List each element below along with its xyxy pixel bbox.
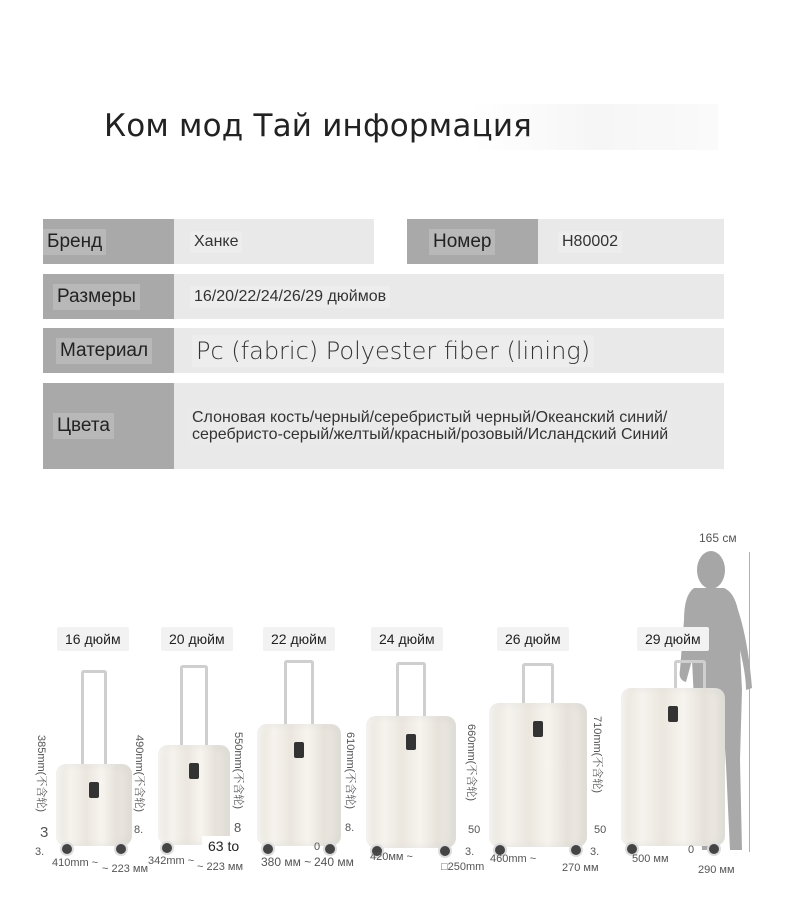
colors-value-wrap [188,407,672,445]
suitcase-29-width: 500 мм [632,853,669,865]
suitcase-26-mark2: 3. [590,846,600,858]
suitcase-29-mark: 50 [594,824,607,836]
suitcase-16-wheel-left [60,842,74,856]
suitcase-16-mark2: 3. [35,846,45,858]
suitcase-29-wheel-right [707,842,721,856]
suitcase-26-width: 460mm ~ [490,853,537,865]
suitcase-24-depth: □250mm [441,861,485,873]
suitcase-29 [621,660,725,856]
sizes-value: 16/20/22/24/26/29 дюймов [190,286,390,308]
suitcase-20-height: 490mm(不含轮) [133,735,145,813]
suitcase-20-logo [189,763,199,779]
suitcase-20-mark: 8. [134,824,144,836]
suitcase-26-shell [489,703,587,847]
suitcase-26 [489,663,587,857]
suitcase-22-depth: 240 мм [314,855,354,869]
suitcase-29-depth: 290 мм [698,864,735,876]
size-tag-26: 26 дюйм [497,627,569,651]
suitcase-16-shell [56,764,132,846]
material-value: Pc (fabric) Polyester fiber (lining) [192,335,594,367]
suitcase-20-width: 342mm ~ [148,855,195,867]
suitcase-22 [257,660,341,856]
suitcase-24-shell [366,716,456,848]
suitcase-26-height: 660mm(不含轮) [465,724,477,802]
suitcase-22-wheel-right [323,842,337,856]
suitcase-16-wheel-right [114,842,128,856]
suitcase-26-logo [533,721,543,737]
size-tag-22: 22 дюйм [263,627,335,651]
suitcase-26-depth: 270 мм [562,862,599,874]
colors-value-line2: серебристо-серый/желтый/красный/розовый/Исландский Синий [192,426,669,443]
suitcase-29-mark2: 0 [688,844,695,856]
suitcase-20-wheel-left [160,841,174,855]
suitcase-22-handle [284,660,314,733]
size-tag-24: 24 дюйм [371,627,443,651]
suitcase-20-depth: ~ 223 мм [197,861,244,873]
size-tag-29: 29 дюйм [637,627,709,651]
suitcase-24 [366,662,456,858]
suitcase-22-logo [294,742,304,758]
size-comparison [0,520,790,923]
suitcase-29-shell [621,688,725,846]
suitcase-24-width: 420мм ~ [370,851,413,863]
suitcase-22-wheel-left [261,842,275,856]
material-label-cell [43,328,174,373]
colors-value-cell [174,383,724,469]
page-title: Ком мод Тай информация [104,108,533,144]
brand-label-cell [43,219,174,264]
material-value-cell [174,328,724,373]
person-height-label: 165 см [699,531,737,545]
material-label: Материал [56,338,152,364]
suitcase-20-capacity: 63 to [202,836,245,856]
suitcase-22-width: 380 мм ~ [261,855,312,869]
number-value: H80002 [558,231,622,253]
brand-label: Бренд [43,229,106,255]
suitcase-29-logo [668,706,678,722]
sizes-label-cell [43,274,174,319]
suitcase-29-height: 710mm(不含轮) [591,716,603,794]
sizes-value-cell [174,274,724,319]
suitcase-20 [158,665,230,855]
suitcase-16-height: 385mm(不含轮) [35,735,47,813]
suitcase-24-logo [406,734,416,750]
suitcase-22-mark: 8 [234,820,242,835]
suitcase-24-height: 610mm(不含轮) [344,732,356,810]
number-value-cell [538,219,724,264]
size-tag-20: 20 дюйм [161,627,233,651]
brand-value-cell [174,219,374,264]
colors-label-cell [43,383,174,469]
colors-value-line1: Слоновая кость/черный/серебристый черный/Океанский синий/ [192,409,668,426]
suitcase-24-wheel-right [438,844,452,858]
suitcase-22-height: 550mm(不含轮) [232,732,244,810]
suitcase-22-mark2: 0 [314,841,321,853]
suitcase-16 [56,670,132,856]
size-tag-16: 16 дюйм [57,627,129,651]
brand-value: Ханке [190,231,242,253]
suitcase-16-logo [89,782,99,798]
suitcase-26-mark: 50 [468,824,481,836]
suitcase-16-width: 410mm ~ [52,857,99,869]
suitcase-22-shell [257,724,341,846]
sizes-label: Размеры [53,284,140,310]
suitcase-24-mark2: 3. [465,846,475,858]
suitcase-24-mark: 8. [345,822,355,834]
suitcase-16-mark: 3 [40,824,49,841]
suitcase-16-handle [81,670,107,777]
number-label: Номер [429,229,495,255]
suitcase-16-depth: ~ 223 мм [102,863,149,875]
colors-label: Цвета [53,413,114,439]
suitcase-20-shell [158,745,230,845]
number-label-cell [407,219,538,264]
suitcase-26-wheel-right [569,843,583,857]
